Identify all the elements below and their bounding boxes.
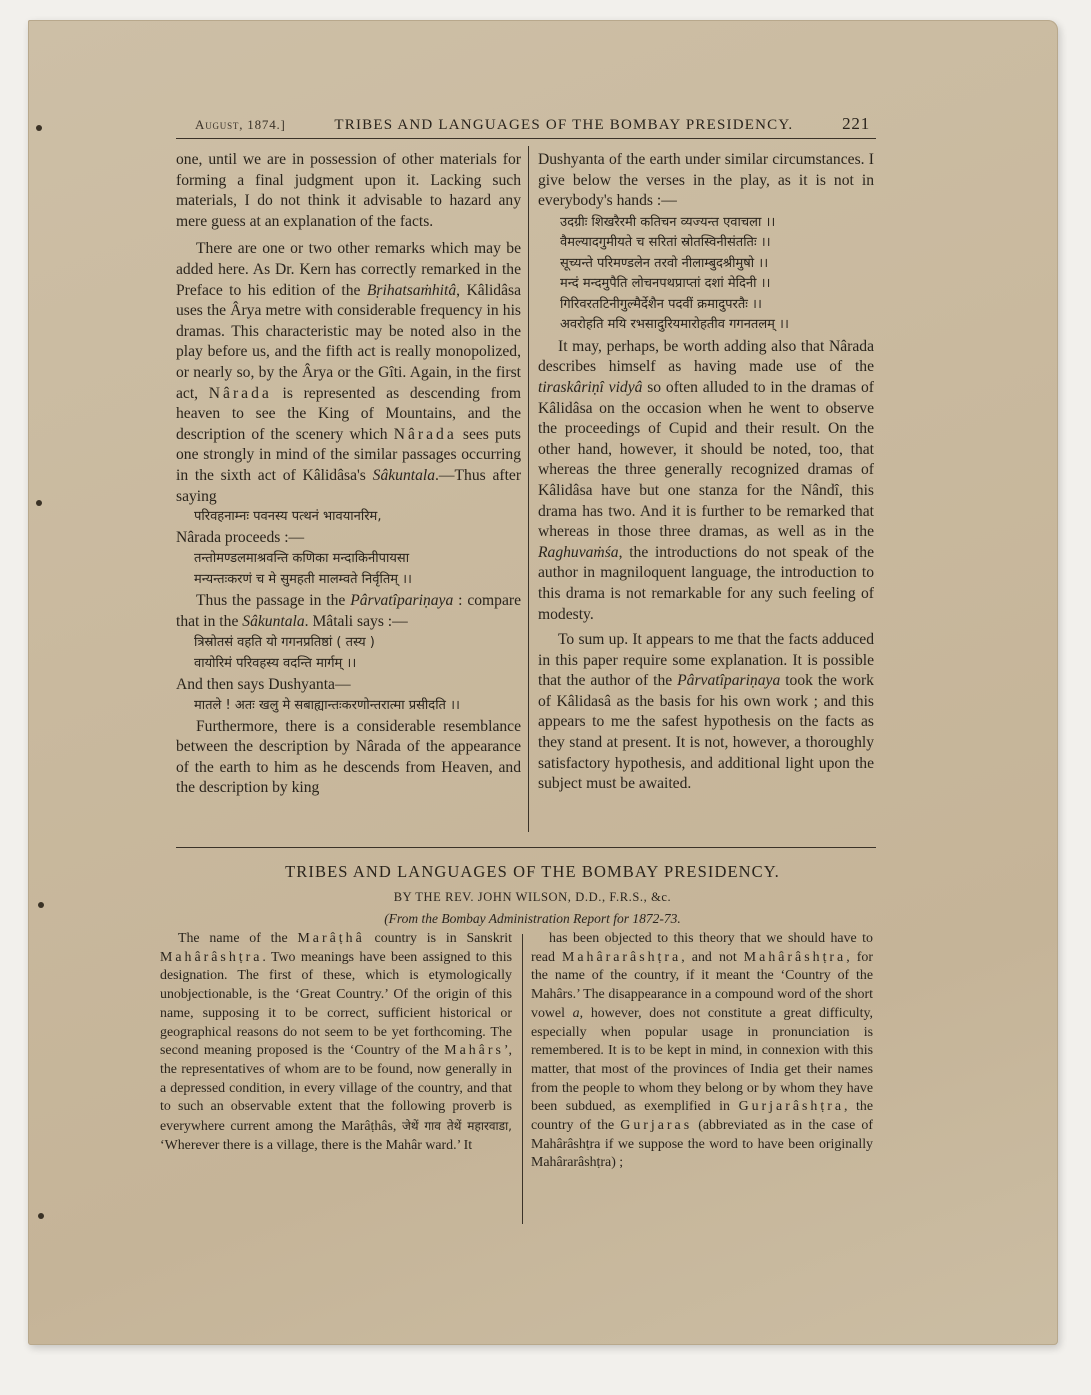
sanskrit-proverb: जेथें गाव तेथें महारवाडा, xyxy=(401,1119,512,1134)
paragraph: It may, perhaps, be worth adding also that Nârada describes himself as having made use of the tiraskâriṇî vidyâ so often alluded to in the dramas of Kâlidâsa on the occasion when he went to observe the proceedings of Cupid and their result. On the other hand, however, it should be noted, too, that whereas the three generally recognized dramas of Kâlidâsa have but one stanza for the Nândî, this drama has two. And it is further to be remarked that whereas in those three dramas, as well as in the Raghuvaṁśa, the introductions do not speak of the author in magniloquent language, the introduction to this drama is not remarkable for any such feeling of modesty. xyxy=(538,337,874,623)
work-title: Sâkuntala xyxy=(372,466,436,484)
sanskrit-verse: तन्तोमण्डलमाश्रवन्ति कणिका मन्दाकिनीपायसा मन्यन्तःकरणं च मे सुमहती मालम्वते निर्वृतिम् ।। xyxy=(194,551,412,587)
paragraph: To sum up. It appears to me that the facts adduced in this paper require some explanation. It is possible that the author of the Pârvatîpariṇaya took the work of Kâlidasâ as the basis for his own work ; and this appears to me the safest hypothesis on the facts as they stand at present. It is not, however, a thoroughly satisfactory hypothesis, and additional light upon the subject must be awaited. xyxy=(538,631,874,793)
running-title: TRIBES AND LANGUAGES OF THE BOMBAY PRESIDENCY. xyxy=(334,117,794,133)
work-title: Pârvatîpariṇaya xyxy=(677,672,781,690)
article-right-column xyxy=(531,930,873,1173)
binding-hole xyxy=(38,1213,44,1219)
paragraph: The name of the Marâṭhâ country is in Sanskrit Mahârâshṭra. Two meanings have been assigned to this designation. The first of these, which is etymologically unobjectionable, is the ‘Great Country.’ Of the origin of this name, supposing it to be correct, sufficient historical or geographical reasons do not seem to be yet forthcoming. The second meaning proposed is the ‘Country of the Mahârs’, the representatives of whom are to be found, now generally in a depressed condition, in every village of the country, and that to such an observable extent that the following proverb is everywhere current among the Marâṭhâs, जेथें गाव तेथें महारवाडा, ‘Wherever there is a village, there is the Mahâr ward.’ It xyxy=(160,931,512,1153)
header-rule xyxy=(176,138,876,139)
article-title: TRIBES AND LANGUAGES OF THE BOMBAY PRESIDENCY. xyxy=(285,862,780,881)
left-column xyxy=(176,150,521,799)
work-title: Bṛihatsaṁhitâ xyxy=(366,281,457,299)
paragraph: Furthermore, there is a considerable resemblance between the description by Nârada of the appearance of the earth to him as he descends from Heaven, and the description by king xyxy=(176,717,521,797)
sanskrit-verse: उदग्रीः शिखरैरमी कतिचन व्यज्यन्त एवाचला ।। वैमल्यादगुमीयते च सरितां स्रोतस्विनीसंततिः ।। सूच्यन्ते परिमण्डलेन तरवो नीलाम्बुदश्रीमुषो ।। मन्दं मन्दमुपैति लोचनपथप्राप्तां दशां मेदिनी ।। गिरिवरतटिनीगुल्मैर्देशैन पदवीं क्रमादुपरतैः ।। अवरोहति मयि रभसादुरियमारोहतीव गगनतलम् ।। xyxy=(560,214,789,333)
running-header xyxy=(195,114,870,134)
binding-hole xyxy=(38,902,44,908)
paragraph: Dushyanta of the earth under similar circumstances. I give below the verses in the play, as it is not in everybody's hands :— xyxy=(538,151,874,210)
narada-proceeds: Nârada proceeds :— xyxy=(176,528,305,546)
work-title: Raghuvaṁśa xyxy=(538,543,619,561)
column-divider xyxy=(528,146,529,832)
binding-hole xyxy=(36,125,42,131)
work-title: Pârvatîpariṇaya xyxy=(350,592,454,610)
sanskrit-line: मातले ! अतः खलु मे सबाह्यान्तःकरणोन्तरात्मा प्रसीदति ।। xyxy=(194,698,460,714)
paragraph: There are one or two other remarks which may be added here. As Dr. Kern has correctly remarked in the Preface to his edition of the Bṛihatsaṁhitâ, Kâlidâsa uses the Ârya metre with considerable frequency in his dramas. This characteristic may be noted also in the play before us, and the fifth act is really monopolized, or nearly so, by the Ârya or the Gîti. Again, in the first act, Nârada is represented as descending from heaven to see the King of Mountains, and the description of the scenery which Nârada sees puts one strongly in mind of the similar passages occurring in the sixth act of Kâlidâsa's Sâkuntala.—Thus after saying xyxy=(176,240,522,505)
paragraph: Thus the passage in the Pârvatîpariṇaya : compare that in the Sâkuntala. Mâtali says :— xyxy=(176,592,522,630)
article-byline: BY THE REV. JOHN WILSON, D.D., F.R.S., &c. xyxy=(393,890,672,904)
issue-date: August, 1874.] xyxy=(195,117,286,132)
page-number: 221 xyxy=(842,114,870,133)
paragraph: one, until we are in possession of other materials for forming a final judgment upon it. Lacking such materials, I do not think it advisable to hazard any mere guess at an explanation of the facts. xyxy=(176,151,521,230)
work-title: Sâkuntala xyxy=(242,612,305,630)
paragraph: has been objected to this theory that we should have to read Mahârarâshṭra, and not Mahârâshṭra, for the name of the country, if it meant the ‘Country of the Mahârs.’ The disappearance in a compound word of the short vowel a, however, does not constitute a great difficulty, especially when popular usage in pronunciation is remembered. It is to be kept in mind, in connexion with this matter, that most of the provinces of India get their names from the people to whom they belong or by whom they have been subdued, as exemplified in Gurjarâshṭra, the country of the Gurjaras (abbreviated as in the case of Mahârâshṭra if we suppose the word to have been originally Mahârarâshṭra) ; xyxy=(531,931,873,1171)
column-divider xyxy=(522,934,523,1224)
sanskrit-line: परिवहनाम्नः पवनस्य पत्थनं भावयानरिम, xyxy=(194,509,382,525)
binding-hole xyxy=(36,500,42,506)
sanskrit-verse: त्रिस्रोतसं वहति यो गगनप्रतिष्ठां ( तस्य ) वायोरिमं परिवहस्य वदन्ति मार्गम् ।। xyxy=(194,635,375,671)
section-rule xyxy=(176,847,876,848)
work-title: tiraskâriṇî vidyâ xyxy=(538,378,643,396)
article-left-column xyxy=(160,930,512,1155)
article-source: (From the Bombay Administration Report for 1872-73. xyxy=(384,911,681,926)
dushyanta-says: And then says Dushyanta— xyxy=(176,676,351,694)
right-column xyxy=(538,150,874,795)
